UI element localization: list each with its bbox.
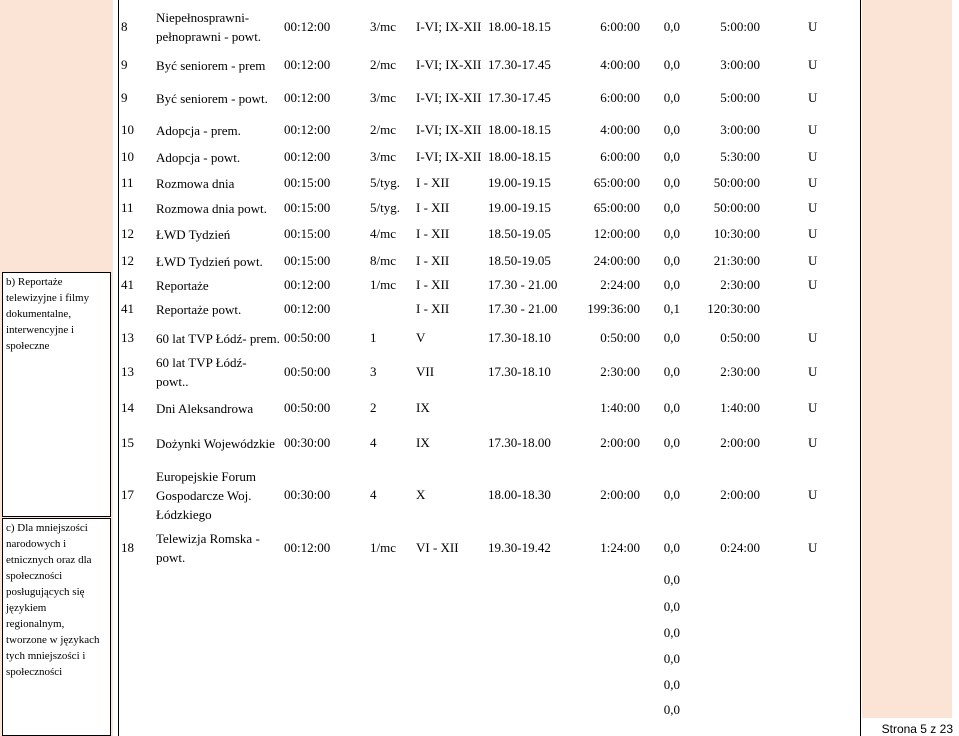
- cell-name: Być seniorem - prem: [156, 57, 266, 73]
- cell-name: ŁWD Tydzień: [156, 226, 231, 242]
- cell-dur: 00:12:00: [284, 90, 331, 105]
- cell-hours: [488, 570, 560, 590]
- cell-share: 0,0: [663, 253, 680, 268]
- table-row: [118, 623, 861, 643]
- cell-name: Rozmowa dnia powt.: [156, 200, 267, 216]
- cell-dur: 00:30:00: [284, 435, 331, 450]
- cell-first: 5:30:00: [720, 149, 760, 164]
- table-row: [118, 275, 861, 295]
- cell-hours: [488, 649, 560, 669]
- cell-share: 0,0: [663, 702, 680, 717]
- cell-share: 0,0: [663, 540, 680, 555]
- cell-share: 0,0: [663, 599, 680, 614]
- cell-nr: 13: [121, 364, 134, 379]
- cell-type: U: [808, 149, 818, 164]
- cell-nr: 12: [121, 253, 134, 268]
- cell-dur: 00:12:00: [284, 122, 331, 137]
- cell-name: [156, 675, 280, 695]
- cell-dur: 00:12:00: [284, 301, 331, 316]
- cell-share: 0,0: [663, 572, 680, 587]
- cell-total: 6:00:00: [600, 149, 640, 164]
- cell-first: 0:24:00: [720, 540, 760, 555]
- cell-name: Europejskie Forum Gospodarcze Woj. Łódzkiego: [156, 468, 257, 522]
- cell-total: 0:50:00: [600, 330, 640, 345]
- cell-share: 0,0: [663, 330, 680, 345]
- cell-name: Dni Aleksandrowa: [156, 400, 254, 416]
- cell-share: 0,0: [663, 277, 680, 292]
- cell-hours: 19.00-19.15: [488, 200, 551, 215]
- cell-total: 2:30:00: [600, 364, 640, 379]
- cell-total: 4:00:00: [600, 122, 640, 137]
- cell-freq: 2: [370, 400, 377, 415]
- cell-type: U: [808, 175, 818, 190]
- cell-total: 12:00:00: [593, 226, 640, 241]
- cell-nr: 18: [121, 540, 134, 555]
- cell-freq: 4: [370, 487, 377, 502]
- cell-dur: 00:12:00: [284, 277, 331, 292]
- table-row: [118, 398, 861, 418]
- cell-hours: 18.00-18.15: [488, 122, 551, 137]
- cell-first: [685, 700, 760, 720]
- cell-hours: 18.00-18.15: [488, 19, 551, 34]
- cell-freq: 1/mc: [370, 277, 396, 292]
- cell-type: U: [808, 435, 818, 450]
- cell-hours: [488, 700, 560, 720]
- cell-share: 0,0: [663, 90, 680, 105]
- cell-nr: [121, 597, 149, 617]
- cell-hours: 18.50-19.05: [488, 226, 551, 241]
- cell-type: U: [808, 540, 818, 555]
- cell-name: Dożynki Wojewódzkie: [156, 435, 275, 451]
- cell-dur: 00:12:00: [284, 19, 331, 34]
- cell-type: [808, 700, 828, 720]
- cell-share: 0,0: [663, 487, 680, 502]
- cell-total: 6:00:00: [600, 19, 640, 34]
- cell-name: Niepełnosprawni- pełnoprawni - powt.: [156, 10, 262, 44]
- cell-type: U: [808, 330, 818, 345]
- cell-share: 0,0: [663, 122, 680, 137]
- cell-hours: [488, 597, 560, 617]
- cell-type: U: [808, 364, 818, 379]
- table-row: [118, 55, 861, 75]
- cell-first: 5:00:00: [720, 90, 760, 105]
- cell-name: [156, 570, 280, 590]
- cell-type: U: [808, 226, 818, 241]
- cell-dur: 00:30:00: [284, 487, 331, 502]
- cell-first: 50:00:00: [713, 200, 760, 215]
- cell-dur: 00:15:00: [284, 253, 331, 268]
- cell-share: 0,0: [663, 364, 680, 379]
- cell-dur: 00:50:00: [284, 400, 331, 415]
- category-label: b) Reportaże telewizyjne i filmy dokumentalne, interwencyjne i społeczne: [6, 276, 90, 352]
- cell-nr: 11: [121, 200, 134, 215]
- cell-total: 6:00:00: [600, 90, 640, 105]
- cell-type: U: [808, 400, 818, 415]
- cell-months: I - XII: [416, 301, 450, 316]
- cell-name: ŁWD Tydzień powt.: [156, 253, 263, 269]
- cell-first: 1:40:00: [720, 400, 760, 415]
- table-row: [118, 700, 861, 720]
- cell-total: 24:00:00: [593, 253, 640, 268]
- cell-freq: 4/mc: [370, 226, 396, 241]
- program-table: [118, 0, 861, 736]
- cell-name: Być seniorem - powt.: [156, 90, 268, 106]
- cell-dur: 00:12:00: [284, 149, 331, 164]
- cell-nr: 41: [121, 277, 134, 292]
- right-margin-shade: [862, 0, 952, 718]
- cell-nr: [121, 623, 149, 643]
- cell-nr: [121, 675, 149, 695]
- cell-share: 0,0: [663, 677, 680, 692]
- cell-name: Adopcja - prem.: [156, 122, 241, 138]
- cell-total: 2:00:00: [600, 487, 640, 502]
- cell-hours: 17.30-17.45: [488, 57, 551, 72]
- table-row: [118, 5, 861, 49]
- cell-nr: 13: [121, 330, 134, 345]
- cell-hours: 19.00-19.15: [488, 175, 551, 190]
- cell-first: 3:00:00: [720, 122, 760, 137]
- cell-name: Reportaże powt.: [156, 301, 242, 317]
- cell-type: U: [808, 200, 818, 215]
- cell-first: 2:30:00: [720, 364, 760, 379]
- cell-nr: 41: [121, 301, 134, 316]
- cell-share: 0,1: [663, 301, 680, 316]
- page-footer: Strona 5 z 23: [881, 722, 953, 736]
- cell-first: [685, 623, 760, 643]
- cell-months: I - XII: [416, 226, 450, 241]
- cell-total: [564, 597, 640, 617]
- table-row: [118, 120, 861, 140]
- cell-first: 120:30:00: [707, 301, 760, 316]
- cell-name: [156, 649, 280, 669]
- cell-first: [685, 570, 760, 590]
- table-row: [118, 224, 861, 244]
- cell-total: 65:00:00: [593, 200, 640, 215]
- cell-hours: 17.30 - 21.00: [488, 277, 558, 292]
- cell-total: [564, 570, 640, 590]
- table-row: [118, 530, 861, 566]
- cell-name: Adopcja - powt.: [156, 149, 241, 165]
- cell-hours: [488, 675, 560, 695]
- cell-months: I-VI; IX-XII: [416, 19, 482, 34]
- cell-months: I - XII: [416, 277, 450, 292]
- cell-hours: [488, 398, 560, 418]
- table-row: [118, 423, 861, 463]
- cell-share: 0,0: [663, 435, 680, 450]
- cell-dur: 00:15:00: [284, 226, 331, 241]
- cell-share: 0,0: [663, 200, 680, 215]
- cell-first: 2:00:00: [720, 487, 760, 502]
- cell-freq: 2/mc: [370, 122, 396, 137]
- cell-hours: 17.30 - 21.00: [488, 301, 558, 316]
- cell-freq: 1: [370, 330, 377, 345]
- cell-hours: 17.30-17.45: [488, 90, 551, 105]
- cell-type: U: [808, 122, 818, 137]
- cell-type: [808, 649, 828, 669]
- cell-type: U: [808, 253, 818, 268]
- table-row: [118, 675, 861, 695]
- cell-hours: [488, 623, 560, 643]
- cell-share: 0,0: [663, 651, 680, 666]
- cell-dur: [284, 700, 364, 720]
- table-row: [118, 80, 861, 116]
- cell-months: IX: [416, 435, 430, 450]
- cell-name: Telewizja Romska - powt.: [156, 531, 260, 565]
- cell-total: 1:24:00: [600, 540, 640, 555]
- cell-dur: 00:15:00: [284, 200, 331, 215]
- cell-months: I - XII: [416, 200, 450, 215]
- cell-dur: [284, 649, 364, 669]
- table-row: [118, 354, 861, 390]
- cell-share: 0,0: [663, 175, 680, 190]
- cell-months: I-VI; IX-XII: [416, 57, 482, 72]
- cell-freq: 3/mc: [370, 149, 396, 164]
- table-row: [118, 320, 861, 356]
- cell-first: 2:30:00: [720, 277, 760, 292]
- cell-name: [156, 623, 280, 643]
- cell-first: [685, 597, 760, 617]
- cell-hours: 17.30-18.10: [488, 364, 551, 379]
- cell-dur: 00:12:00: [284, 57, 331, 72]
- cell-hours: 19.30-19.42: [488, 540, 551, 555]
- cell-total: [564, 700, 640, 720]
- cell-name: [156, 597, 280, 617]
- cell-freq: 1/mc: [370, 540, 396, 555]
- cell-first: 50:00:00: [713, 175, 760, 190]
- cell-months: X: [416, 487, 426, 502]
- cell-freq: 5/tyg.: [370, 175, 400, 190]
- cell-dur: [284, 675, 364, 695]
- cell-type: U: [808, 19, 818, 34]
- cell-hours: 18.50-19.05: [488, 253, 551, 268]
- cell-nr: 15: [121, 435, 134, 450]
- cell-type: U: [808, 487, 818, 502]
- cell-freq: 3: [370, 364, 377, 379]
- cell-dur: [284, 570, 364, 590]
- category-label: c) Dla mniejszości narodowych i etnicznych oraz dla społeczności posługujących się językiem regionalnym, tworzone w językach tych mniejszości i społeczności: [6, 522, 100, 678]
- cell-share: 0,0: [663, 625, 680, 640]
- cell-months: I - XII: [416, 175, 450, 190]
- cell-freq: 3/mc: [370, 90, 396, 105]
- cell-first: 3:00:00: [720, 57, 760, 72]
- cell-total: 65:00:00: [593, 175, 640, 190]
- table-row: [118, 465, 861, 525]
- cell-name: Rozmowa dnia: [156, 175, 235, 191]
- cell-first: 10:30:00: [713, 226, 760, 241]
- cell-first: 5:00:00: [720, 19, 760, 34]
- cell-hours: 18.00-18.30: [488, 487, 551, 502]
- cell-first: [685, 649, 760, 669]
- cell-nr: 10: [121, 122, 134, 137]
- cell-dur: [284, 623, 364, 643]
- cell-share: 0,0: [663, 400, 680, 415]
- cell-name: 60 lat TVP Łódź- powt..: [156, 355, 247, 389]
- table-row: [118, 251, 861, 271]
- cell-nr: 11: [121, 175, 134, 190]
- cell-total: [564, 623, 640, 643]
- cell-freq: 8/mc: [370, 253, 396, 268]
- cell-nr: 9: [121, 90, 128, 105]
- cell-months: I-VI; IX-XII: [416, 90, 482, 105]
- table-row: [118, 570, 861, 590]
- cell-nr: 9: [121, 57, 128, 72]
- cell-dur: 00:50:00: [284, 330, 331, 345]
- cell-hours: 18.00-18.15: [488, 149, 551, 164]
- cell-nr: [121, 700, 149, 720]
- cell-dur: 00:15:00: [284, 175, 331, 190]
- cell-months: V: [416, 330, 426, 345]
- cell-dur: [284, 597, 364, 617]
- cell-type: [808, 623, 828, 643]
- cell-first: 0:50:00: [720, 330, 760, 345]
- cell-type: [808, 597, 828, 617]
- cell-total: [564, 675, 640, 695]
- cell-months: IX: [416, 400, 430, 415]
- cell-type: U: [808, 277, 818, 292]
- cell-type: U: [808, 57, 818, 72]
- cell-freq: 4: [370, 435, 377, 450]
- cell-nr: [121, 570, 149, 590]
- table-row: [118, 649, 861, 669]
- cell-total: [564, 649, 640, 669]
- cell-months: I - XII: [416, 253, 450, 268]
- cell-nr: 8: [121, 19, 128, 34]
- table-row: [118, 299, 861, 319]
- cell-freq: 2/mc: [370, 57, 396, 72]
- cell-months: I-VI; IX-XII: [416, 122, 482, 137]
- cell-first: 21:30:00: [713, 253, 760, 268]
- cell-dur: 00:50:00: [284, 364, 331, 379]
- cell-first: 2:00:00: [720, 435, 760, 450]
- cell-share: 0,0: [663, 149, 680, 164]
- cell-share: 0,0: [663, 19, 680, 34]
- cell-total: 2:00:00: [600, 435, 640, 450]
- table-row: [118, 173, 861, 193]
- category-cell-reportaze: [2, 272, 111, 517]
- cell-months: I-VI; IX-XII: [416, 149, 482, 164]
- cell-nr: 17: [121, 487, 134, 502]
- cell-nr: 12: [121, 226, 134, 241]
- cell-type: [808, 675, 828, 695]
- cell-months: VI - XII: [416, 540, 459, 555]
- cell-nr: [121, 649, 149, 669]
- cell-type: [808, 570, 828, 590]
- cell-total: 1:40:00: [600, 400, 640, 415]
- table-row: [118, 198, 861, 218]
- cell-hours: 17.30-18.10: [488, 330, 551, 345]
- cell-first: [685, 675, 760, 695]
- cell-dur: 00:12:00: [284, 540, 331, 555]
- cell-type: U: [808, 90, 818, 105]
- cell-name: Reportaże: [156, 277, 209, 293]
- cell-name: 60 lat TVP Łódź- prem.: [156, 330, 280, 346]
- cell-total: 4:00:00: [600, 57, 640, 72]
- cell-freq: 3/mc: [370, 19, 396, 34]
- cell-nr: 10: [121, 149, 134, 164]
- cell-nr: 14: [121, 400, 134, 415]
- category-cell-mniejszosci: [2, 518, 111, 736]
- table-row: [118, 147, 861, 167]
- cell-hours: 17.30-18.00: [488, 435, 551, 450]
- cell-share: 0,0: [663, 226, 680, 241]
- table-row: [118, 597, 861, 617]
- cell-freq: 5/tyg.: [370, 200, 400, 215]
- cell-total: 2:24:00: [600, 277, 640, 292]
- cell-type: [808, 299, 828, 319]
- cell-total: 199:36:00: [587, 301, 640, 316]
- cell-name: [156, 700, 280, 720]
- cell-share: 0,0: [663, 57, 680, 72]
- cell-months: VII: [416, 364, 435, 379]
